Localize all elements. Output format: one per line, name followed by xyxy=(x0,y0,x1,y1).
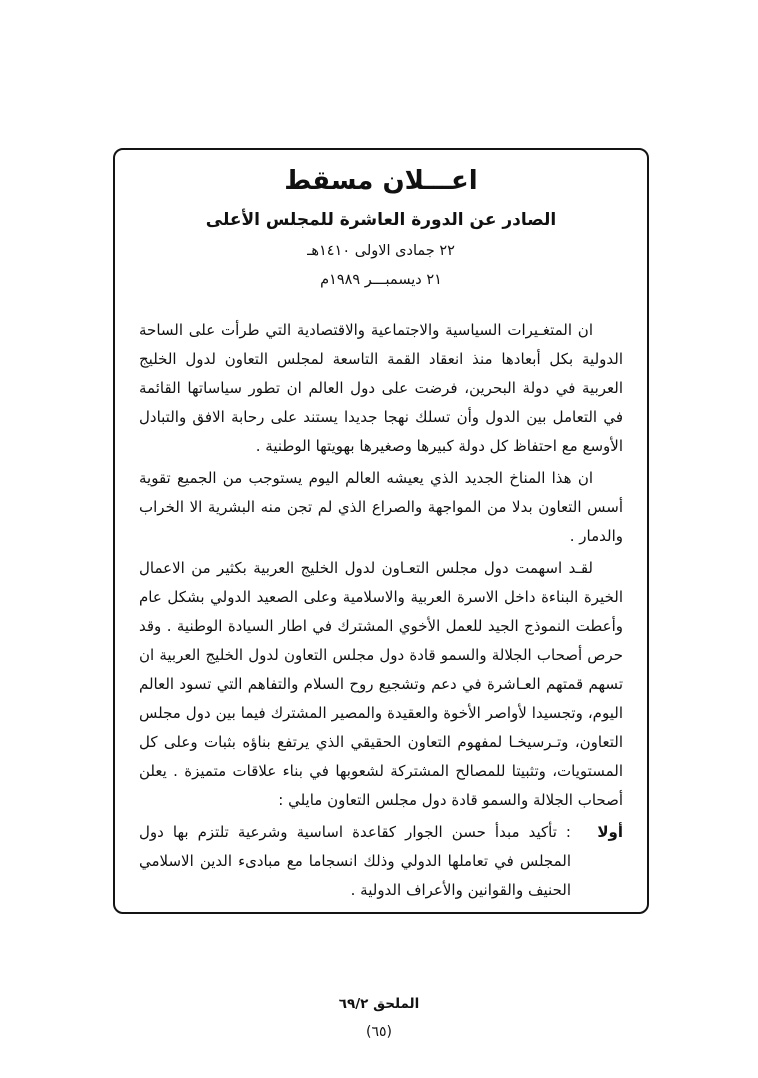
footer-annex-label: الملحق ٦٩/٢ xyxy=(338,996,420,1012)
clause-label: أولا xyxy=(597,823,623,841)
document-title: اعـــلان مسقط xyxy=(284,166,478,196)
document-body xyxy=(139,316,623,905)
document-frame xyxy=(113,148,649,914)
footer-page-number: (٦٥) xyxy=(366,1024,392,1040)
date-hijri: ٢٢ جمادى الاولى ١٤١٠هـ xyxy=(307,243,455,259)
paragraph-2: ان هذا المناخ الجديد الذي يعيشه العالم اليوم يستوجب من الجميع تقوية أسس التعاون بدلا من المواجهة والصراع الذي لم تجن منه البشرية الا الخراب والدمار . xyxy=(139,469,623,545)
document-subtitle: الصادر عن الدورة العاشرة للمجلس الأعلى xyxy=(205,210,557,230)
date-gregorian: ٢١ ديسمبـــر ١٩٨٩م xyxy=(320,272,442,288)
paragraph-1: ان المتغـيرات السياسية والاجتماعية والاقتصادية التي طرأت على الساحة الدولية بكل أبعادها منذ انعقاد القمة التاسعة لمجلس التعاون لدول الخليج العربية في دولة البحرين، فرضت على دول العالم ان تطور سياساتها القائمة في التعامل بين الدول وأن تسلك نهجا جديدا يستند على رحابة الافق والتبادل الأوسع مع احتفاظ كل دولة كبيرها وصغيرها بهويتها الوطنية . xyxy=(139,321,623,455)
paragraph-3: لقـد اسهمت دول مجلس التعـاون لدول الخليج العربية بكثير من الاعمال الخيرة البناءة داخل الاسرة العربية والاسلامية وعلى الصعيد الدولي بشكل عام وأعطت النموذج الجيد للعمل الأخوي المشترك في اطار السيادة الوطنية . وقد حرص أصحاب الجلالة والسمو قادة دول مجلس التعاون لدول الخليج العربية ان تسهم قمتهم العـاشرة في دعم وتشجيع روح السلام والتفاهم التي تسود العالم اليوم، وتجسيدا لأواصر الأخوة والعقيدة والمصير المشترك فيما بين دول مجلس التعاون، وتـرسيخـا لمفهوم التعاون الحقيقي الذي يرتفع بناؤه بثبات وعلى كل المستويات، وتثبيتا للمصالح المشتركة لشعوبها في بناء علاقات متميزة . يعلن أصحاب الجلالة والسمو قادة دول مجلس التعاون مايلي : xyxy=(139,559,623,809)
clause-first xyxy=(139,818,623,905)
clause-text: : تأكيد مبدأ حسن الجوار كقاعدة اساسية وشرعية تلتزم بها دول المجلس في تعاملها الدولي وذلك انسجاما مع مبادىء الدين الاسلامي الحنيف والقوانين والأعراف الدولية . xyxy=(139,823,571,899)
